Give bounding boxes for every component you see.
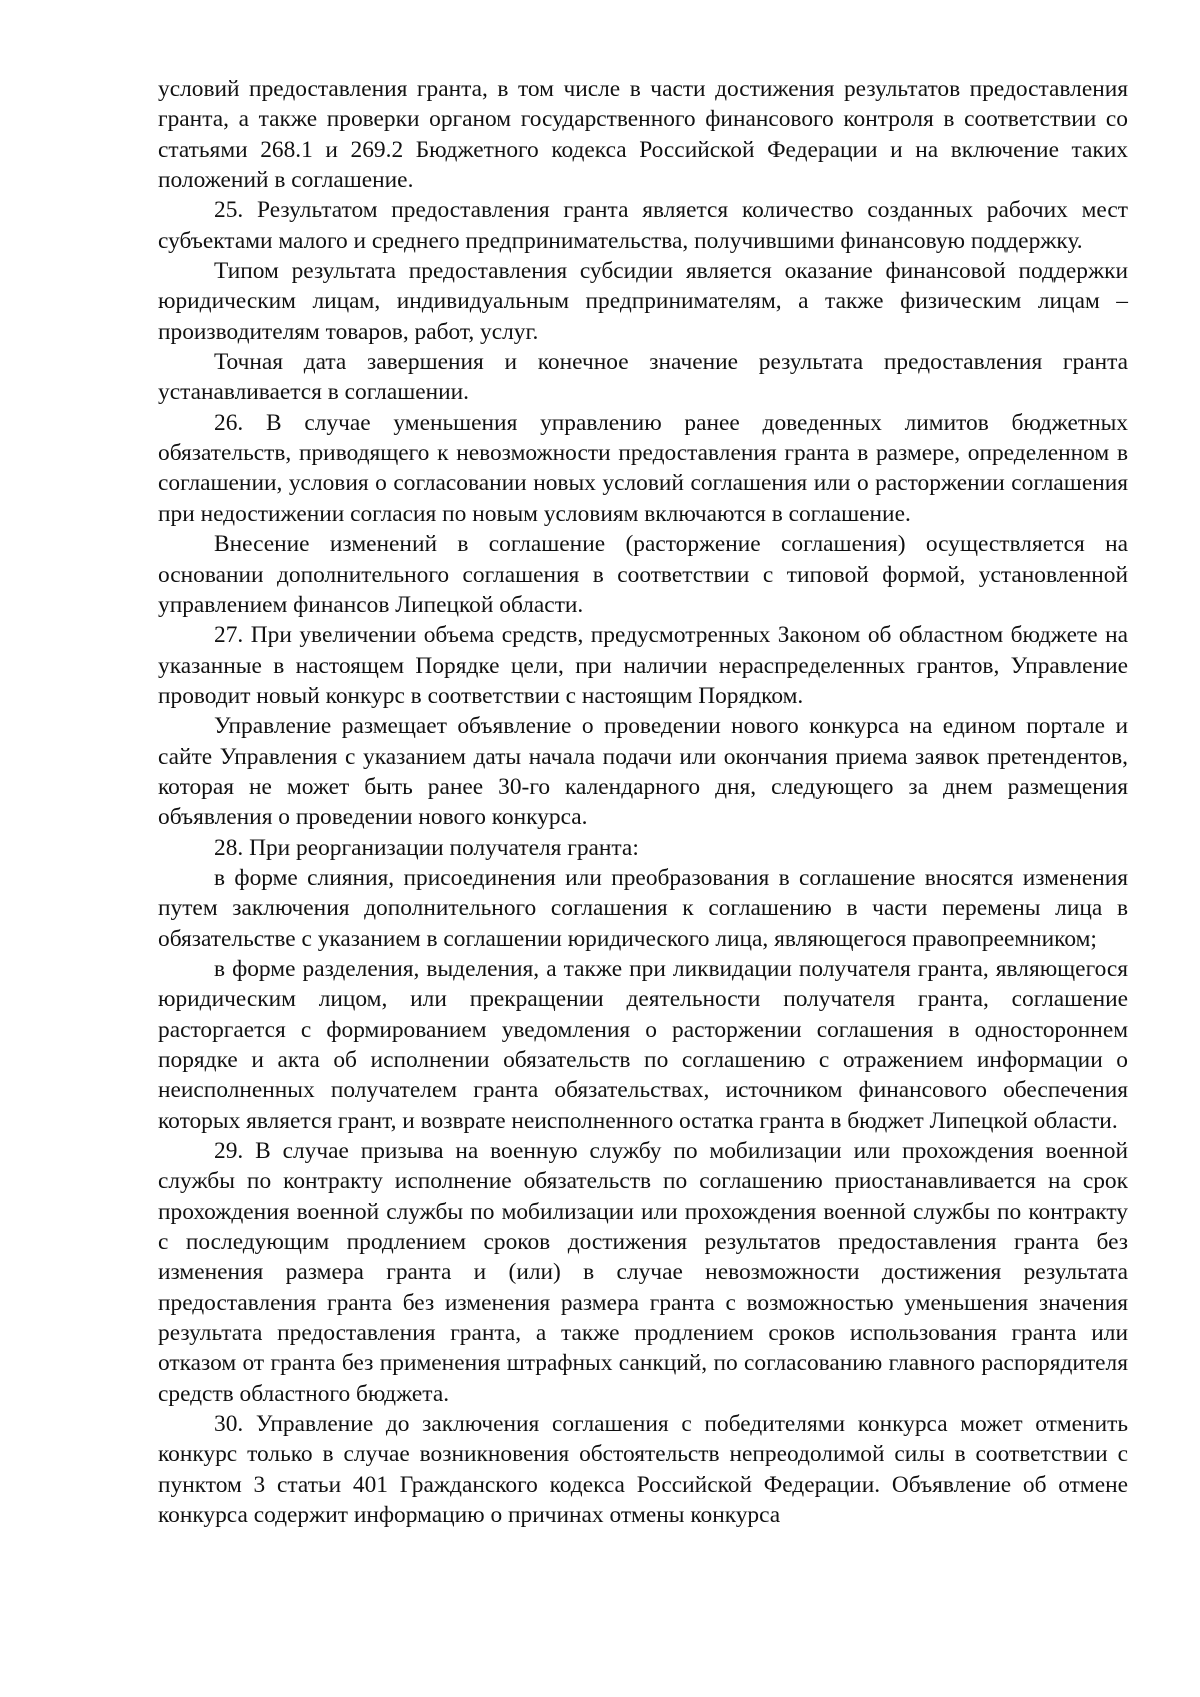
paragraph-merger: в форме слияния, присоединения или преобразования в соглашение вносятся изменения путем заключения дополнительного соглашения к соглашению в части перемены лица в обязательстве с указанием в соглашении юридического лица, являющегося правопреемником; [158, 864, 1128, 952]
paragraph-item-26: 26. В случае уменьшения управлению ранее доведенных лимитов бюджетных обязательств, приводящего к невозможности предоставления гранта в размере, определенном в соглашении, условия о согласовании новых условий соглашения или о расторжении соглашения при недостижении согласия по новым условиям включаются в соглашение. [158, 409, 1128, 527]
document-body [158, 74, 1128, 1531]
paragraph-item-30: 30. Управление до заключения соглашения с победителями конкурса может отменить конкурс только в случае возникновения обстоятельств непреодолимой силы в соответствии с пунктом 3 статьи 401 Гражданского кодекса Российской Федерации. Объявление об отмене конкурса содержит информацию о причинах отмены конкурса [158, 1411, 1128, 1529]
paragraph-item-27: 27. При увеличении объема средств, предусмотренных Законом об областном бюджете на указанные в настоящем Порядке цели, при наличии нераспределенных грантов, Управление проводит новый конкурс в соответствии с настоящим Порядком. [158, 622, 1128, 709]
paragraph-result-type: Типом результата предоставления субсидии является оказание финансовой поддержки юридическим лицам, индивидуальным предпринимателям, а также физическим лицам – производителям товаров, работ, услуг. [158, 258, 1128, 345]
paragraph-agreement-changes: Внесение изменений в соглашение (расторжение соглашения) осуществляется на основании дополнительного соглашения в соответствии с типовой формой, установленной управлением финансов Липецкой области. [158, 531, 1128, 618]
paragraph-item-28: 28. При реорганизации получателя гранта: [214, 834, 639, 861]
paragraph-division: в форме разделения, выделения, а также при ликвидации получателя гранта, являющегося юридическим лицом, или прекращении деятельности получателя гранта, соглашение расторгается с формированием уведомления о расторжении соглашения в одностороннем порядке и акта об исполнении обязательств по соглашению с отражением информации о неисполненных получателем гранта обязательствах, источником финансового обеспечения которых является грант, и возврате неисполненного остатка гранта в бюджет Липецкой области. [158, 955, 1128, 1134]
paragraph-new-contest-notice: Управление размещает объявление о проведении нового конкурса на едином портале и сайте Управления с указанием даты начала подачи или окончания приема заявок претендентов, которая не может быть ранее 30-го календарного дня, следующего за днем размещения объявления о проведении нового конкурса. [158, 713, 1128, 831]
paragraph-item-25: 25. Результатом предоставления гранта является количество созданных рабочих мест субъектами малого и среднего предпринимательства, получившими финансовую поддержку. [158, 197, 1128, 254]
paragraph-continuation: условий предоставления гранта, в том числе в части достижения результатов предоставления гранта, а также проверки органом государственного финансового контроля в соответствии со статьями 268.1 и 269.2 Бюджетного кодекса Российской Федерации и на включение таких положений в соглашение. [158, 76, 1128, 194]
paragraph-result-date: Точная дата завершения и конечное значение результата предоставления гранта устанавливается в соглашении. [158, 349, 1128, 406]
paragraph-item-29: 29. В случае призыва на военную службу по мобилизации или прохождения военной службы по контракту исполнение обязательств по соглашению приостанавливается на срок прохождения военной службы по мобилизации или прохождения военной службы по контракту с последующим продлением сроков достижения результатов предоставления гранта без изменения размера гранта и (или) в случае невозможности достижения результата предоставления гранта без изменения размера гранта с возможностью уменьшения значения результата предоставления гранта, а также продлением сроков использования гранта или отказом от гранта без применения штрафных санкций, по согласованию главного распорядителя средств областного бюджета. [158, 1138, 1128, 1407]
